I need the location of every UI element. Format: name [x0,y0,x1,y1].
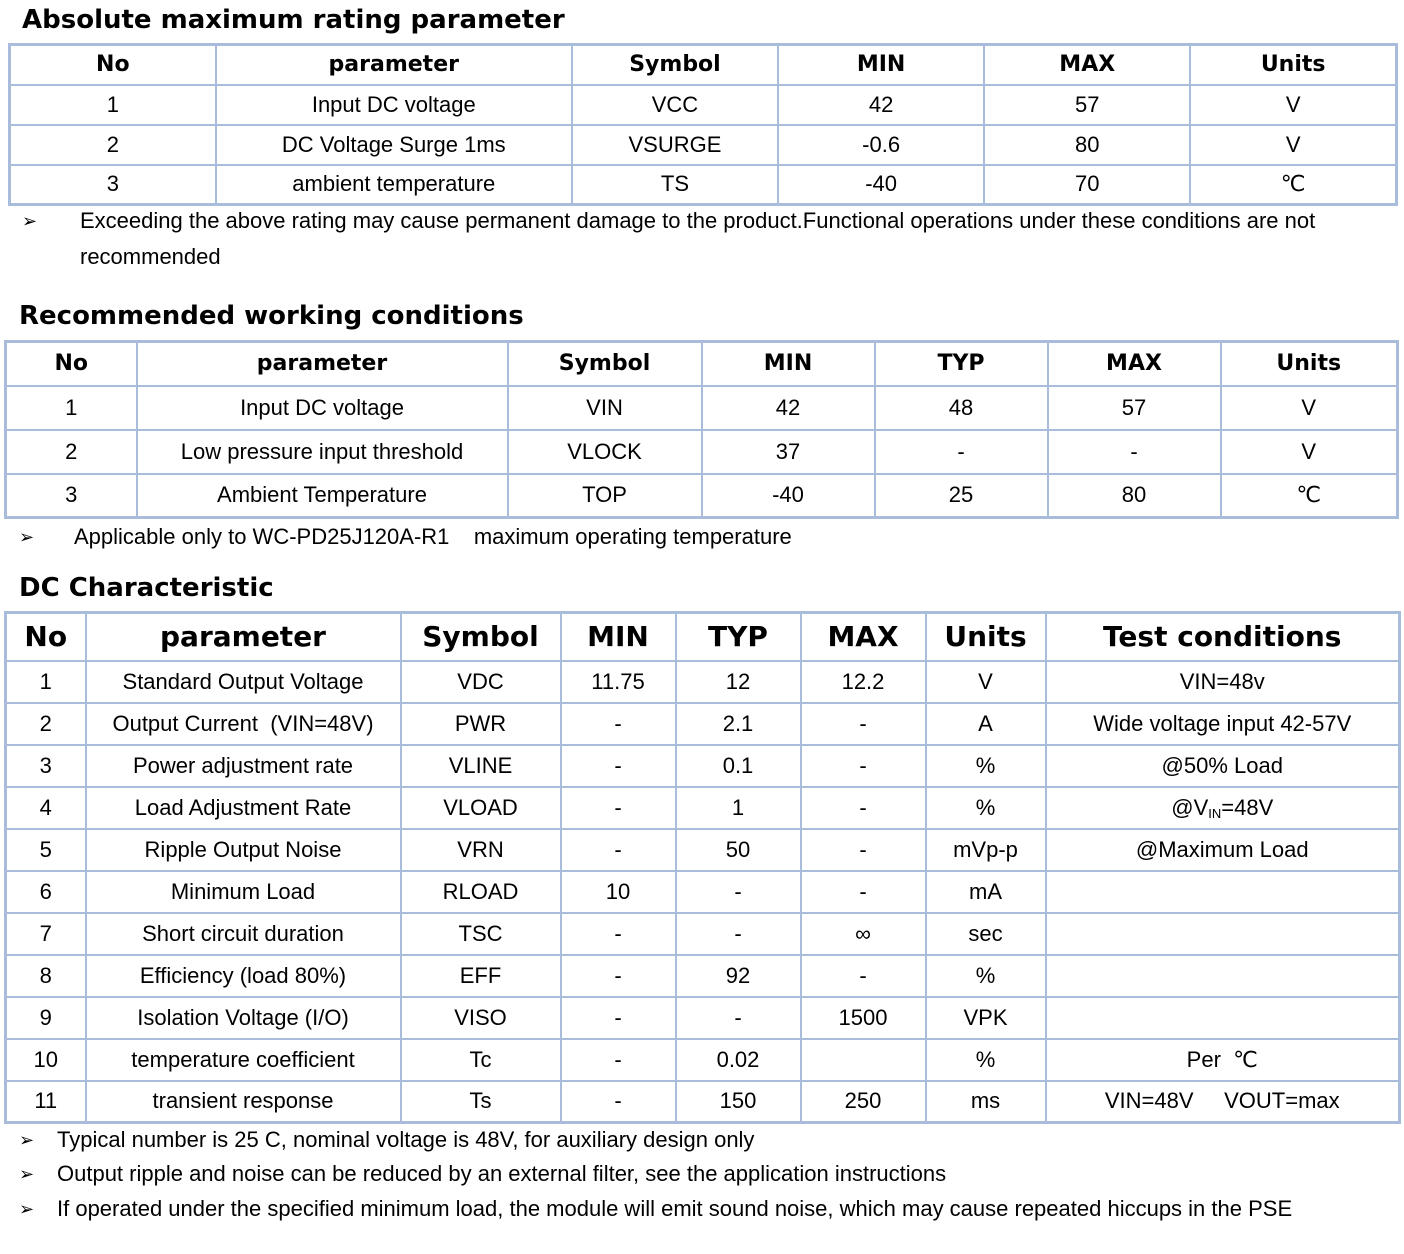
note-text: Exceeding the above rating may cause permanent damage to the product.Functional operations under these conditions are not recommended [80,208,1316,269]
table-cell: 0.1 [676,745,801,787]
table-cell: 11.75 [561,661,676,703]
table-cell: - [561,787,676,829]
table-cell: @50% Load [1046,745,1400,787]
table-cell: 250 [801,1081,926,1123]
table-cell: % [926,787,1046,829]
table-cell: 3 [6,474,137,518]
table-cell: -0.6 [778,125,984,165]
table-cell: VCC [572,85,778,125]
table-cell: Per ℃ [1046,1039,1400,1081]
table-cell: Minimum Load [86,871,401,913]
table-cell: 42 [778,85,984,125]
table-cell: A [926,703,1046,745]
table-cell: 92 [676,955,801,997]
table-cell: $@V_{IN}=48V$ [1046,787,1400,829]
table-cell: ℃ [1221,474,1398,518]
table-cell: - [561,955,676,997]
table-cell: VLOCK [508,430,702,474]
table-cell: - [676,871,801,913]
table-row [6,386,1398,430]
recommended-conditions-note [19,519,1389,555]
table-cell: V [1190,125,1396,165]
table-cell: VIN=48v [1046,661,1400,703]
column-header: TYP [875,342,1048,386]
table-cell: Input DC voltage [137,386,508,430]
table-cell: 37 [702,430,875,474]
table-cell: Input DC voltage [216,85,572,125]
table-row [6,787,1400,829]
table-cell: 57 [984,85,1190,125]
table-row [6,745,1400,787]
table-cell: VRN [401,829,561,871]
table-cell: ∞ [801,913,926,955]
table-cell: - [561,745,676,787]
table-cell: VIN [508,386,702,430]
column-header: Symbol [572,45,778,85]
table-row [6,997,1400,1039]
section-title-recommended-conditions: Recommended working conditions [19,301,524,331]
bullet-arrow-icon: ➢ [22,211,38,231]
table-cell: - [801,829,926,871]
table-cell: 6 [6,871,86,913]
column-header: Symbol [508,342,702,386]
table-cell: Short circuit duration [86,913,401,955]
table-cell: Low pressure input threshold [137,430,508,474]
table-cell: Ambient Temperature [137,474,508,518]
table-cell: Ripple Output Noise [86,829,401,871]
table-cell: 1500 [801,997,926,1039]
table-cell: VPK [926,997,1046,1039]
table-cell: 42 [702,386,875,430]
table-cell: 48 [875,386,1048,430]
column-header: No [6,613,86,661]
dc-note [19,1156,1394,1192]
table-cell: - [561,997,676,1039]
table-cell: - [875,430,1048,474]
column-header: MAX [801,613,926,661]
table-cell: ℃ [1190,165,1396,205]
table-cell: 11 [6,1081,86,1123]
column-header: parameter [216,45,572,85]
dc-note [19,1191,1394,1227]
table-header-row [6,342,1398,386]
table-cell: temperature coefficient [86,1039,401,1081]
table-cell: - [801,871,926,913]
table-row [6,871,1400,913]
table-cell: % [926,745,1046,787]
table-cell: 10 [561,871,676,913]
note-text: Typical number is 25 C, nominal voltage is 48V, for auxiliary design only [57,1127,755,1152]
table-cell: TOP [508,474,702,518]
table-row [6,1081,1400,1123]
table-cell: mVp-p [926,829,1046,871]
table-row [10,85,1397,125]
column-header: Units [1190,45,1396,85]
table-row [6,913,1400,955]
table-cell: Isolation Voltage (I/O) [86,997,401,1039]
table-cell: Efficiency (load 80%) [86,955,401,997]
dc-note [19,1122,1394,1158]
table-cell: 5 [6,829,86,871]
table-cell: 50 [676,829,801,871]
table-cell: 0.02 [676,1039,801,1081]
table-cell: 70 [984,165,1190,205]
table-cell: VISO [401,997,561,1039]
table-cell: 8 [6,955,86,997]
column-header: Symbol [401,613,561,661]
table-cell: ambient temperature [216,165,572,205]
recommended-conditions-table [4,340,1399,519]
dc-characteristic-table [4,611,1401,1124]
table-cell [1046,913,1400,955]
table-cell: V [926,661,1046,703]
table-cell: EFF [401,955,561,997]
table-cell: 1 [676,787,801,829]
table-cell: % [926,955,1046,997]
table-cell: V [1190,85,1396,125]
table-cell: DC Voltage Surge 1ms [216,125,572,165]
column-header: MIN [561,613,676,661]
table-cell: - [1048,430,1221,474]
table-cell: Tc [401,1039,561,1081]
table-cell: 1 [10,85,216,125]
table-cell: Output Current (VIN=48V) [86,703,401,745]
table-row [6,474,1398,518]
table-cell: VIN=48V VOUT=max [1046,1081,1400,1123]
table-cell: VLINE [401,745,561,787]
table-cell: V [1221,386,1398,430]
table-row [6,661,1400,703]
table-cell: VLOAD [401,787,561,829]
table-cell: 80 [984,125,1190,165]
table-cell: - [561,703,676,745]
table-cell: 3 [10,165,216,205]
column-header: TYP [676,613,801,661]
bullet-arrow-icon: ➢ [19,1130,35,1150]
table-header-row [6,613,1400,661]
table-cell: ms [926,1081,1046,1123]
table-cell: 9 [6,997,86,1039]
table-cell: 2 [6,430,137,474]
table-cell: - [676,997,801,1039]
absolute-maximum-table [8,43,1398,206]
table-cell: 4 [6,787,86,829]
table-cell: 3 [6,745,86,787]
column-header: MIN [702,342,875,386]
table-row [6,430,1398,474]
table-cell: sec [926,913,1046,955]
bullet-arrow-icon: ➢ [19,1199,35,1219]
table-cell: 25 [875,474,1048,518]
table-cell: 57 [1048,386,1221,430]
table-cell: -40 [702,474,875,518]
table-cell: - [561,1081,676,1123]
table-cell: Ts [401,1081,561,1123]
table-cell: Wide voltage input 42-57V [1046,703,1400,745]
table-cell: VDC [401,661,561,703]
column-header: No [6,342,137,386]
table-cell: Power adjustment rate [86,745,401,787]
table-cell: TS [572,165,778,205]
table-cell: - [801,703,926,745]
table-cell: - [801,955,926,997]
table-cell: 7 [6,913,86,955]
table-cell: 2.1 [676,703,801,745]
table-cell: - [801,787,926,829]
column-header: Test conditions [1046,613,1400,661]
table-cell: Load Adjustment Rate [86,787,401,829]
note-text: Applicable only to WC-PD25J120A-R1 maximum operating temperature [74,524,792,549]
table-cell: PWR [401,703,561,745]
table-cell: -40 [778,165,984,205]
table-cell: 10 [6,1039,86,1081]
table-row [6,1039,1400,1081]
table-cell: 2 [6,703,86,745]
table-cell: RLOAD [401,871,561,913]
table-cell [1046,997,1400,1039]
table-row [10,165,1397,205]
table-cell [1046,955,1400,997]
table-cell: 12.2 [801,661,926,703]
note-text: If operated under the specified minimum load, the module will emit sound noise, which may cause repeated hiccups in the PSE [57,1196,1293,1221]
note-text: Output ripple and noise can be reduced by an external filter, see the application instructions [57,1161,947,1186]
table-cell: transient response [86,1081,401,1123]
table-cell [1046,871,1400,913]
table-row [6,829,1400,871]
table-cell: - [801,745,926,787]
table-cell: - [561,913,676,955]
table-cell: - [561,1039,676,1081]
table-cell: 80 [1048,474,1221,518]
table-row [6,703,1400,745]
table-cell: 1 [6,386,137,430]
table-cell: @Maximum Load [1046,829,1400,871]
table-cell: 150 [676,1081,801,1123]
table-cell: - [561,829,676,871]
section-title-absolute-maximum: Absolute maximum rating parameter [22,5,565,35]
column-header: Units [926,613,1046,661]
column-header: MAX [1048,342,1221,386]
table-cell: mA [926,871,1046,913]
table-cell: 2 [10,125,216,165]
table-cell: Standard Output Voltage [86,661,401,703]
table-cell: - [676,913,801,955]
column-header: parameter [86,613,401,661]
table-cell: VSURGE [572,125,778,165]
bullet-arrow-icon: ➢ [19,1164,35,1184]
column-header: MAX [984,45,1190,85]
table-cell: % [926,1039,1046,1081]
column-header: Units [1221,342,1398,386]
column-header: No [10,45,216,85]
table-cell: V [1221,430,1398,474]
table-cell [801,1039,926,1081]
table-cell: 1 [6,661,86,703]
bullet-arrow-icon: ➢ [19,527,35,547]
column-header: parameter [137,342,508,386]
section-title-dc-characteristic: DC Characteristic [19,573,274,603]
absolute-maximum-note [22,203,1392,275]
table-cell: TSC [401,913,561,955]
table-header-row [10,45,1397,85]
column-header: MIN [778,45,984,85]
table-row [6,955,1400,997]
table-cell: 12 [676,661,801,703]
table-row [10,125,1397,165]
